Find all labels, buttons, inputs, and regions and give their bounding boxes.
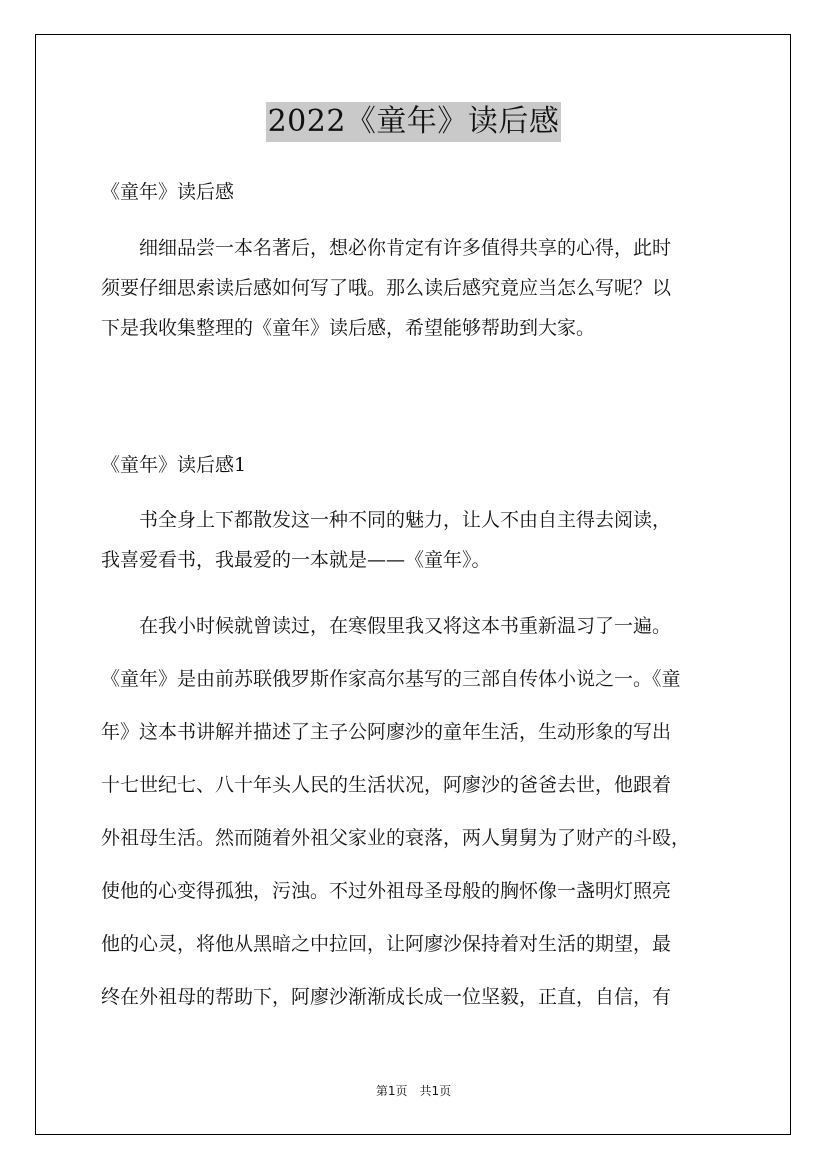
paragraph-1 — [101, 500, 731, 580]
intro-line: 细细品尝一本名著后，想必你肯定有许多值得共享的心得，此时 — [101, 237, 672, 259]
title-wrap — [0, 102, 827, 142]
paragraph-line: 终在外祖母的帮助下，阿廖沙渐渐成长成一位坚毅，正直，自信，有 — [101, 986, 672, 1008]
paragraph-line: 使他的心变得孤独，污浊。不过外祖母圣母般的胸怀像一盏明灯照亮 — [101, 880, 672, 902]
intro-paragraph — [101, 228, 731, 348]
paragraph-line: 他的心灵，将他从黑暗之中拉回，让阿廖沙保持着对生活的期望，最 — [101, 933, 672, 955]
paragraph-line: 外祖母生活。然而随着外祖父家业的衰落，两人舅舅为了财产的斗殴， — [101, 827, 691, 849]
intro-line: 须要仔细思索读后感如何写了哦。那么读后感究竟应当怎么写呢？以 — [101, 277, 672, 299]
paragraph-line: 年》这本书讲解并描述了主子公阿廖沙的童年生活，生动形象的写出 — [101, 721, 672, 743]
document-subtitle: 《童年》读后感 — [101, 181, 235, 203]
paragraph-line: 在我小时候就曾读过，在寒假里我又将这本书重新温习了一遍。 — [101, 615, 672, 637]
paragraph-line: 十七世纪七、八十年头人民的生活状况，阿廖沙的爸爸去世，他跟着 — [101, 774, 672, 796]
document-title: 2022《童年》读后感 — [266, 102, 562, 142]
section-heading: 《童年》读后感1 — [101, 454, 247, 476]
paragraph-line: 书全身上下都散发这一种不同的魅力，让人不由自主得去阅读， — [101, 509, 672, 531]
page-footer: 第1页 共1页 — [375, 1084, 452, 1098]
intro-line: 下是我收集整理的《童年》读后感，希望能够帮助到大家。 — [101, 317, 596, 339]
paragraph-2 — [101, 606, 731, 1017]
paragraph-line: 我喜爱看书，我最爱的一本就是——《童年》。 — [101, 549, 491, 571]
paragraph-line: 《童年》是由前苏联俄罗斯作家高尔基写的三部自传体小说之一。《童 — [101, 668, 681, 690]
